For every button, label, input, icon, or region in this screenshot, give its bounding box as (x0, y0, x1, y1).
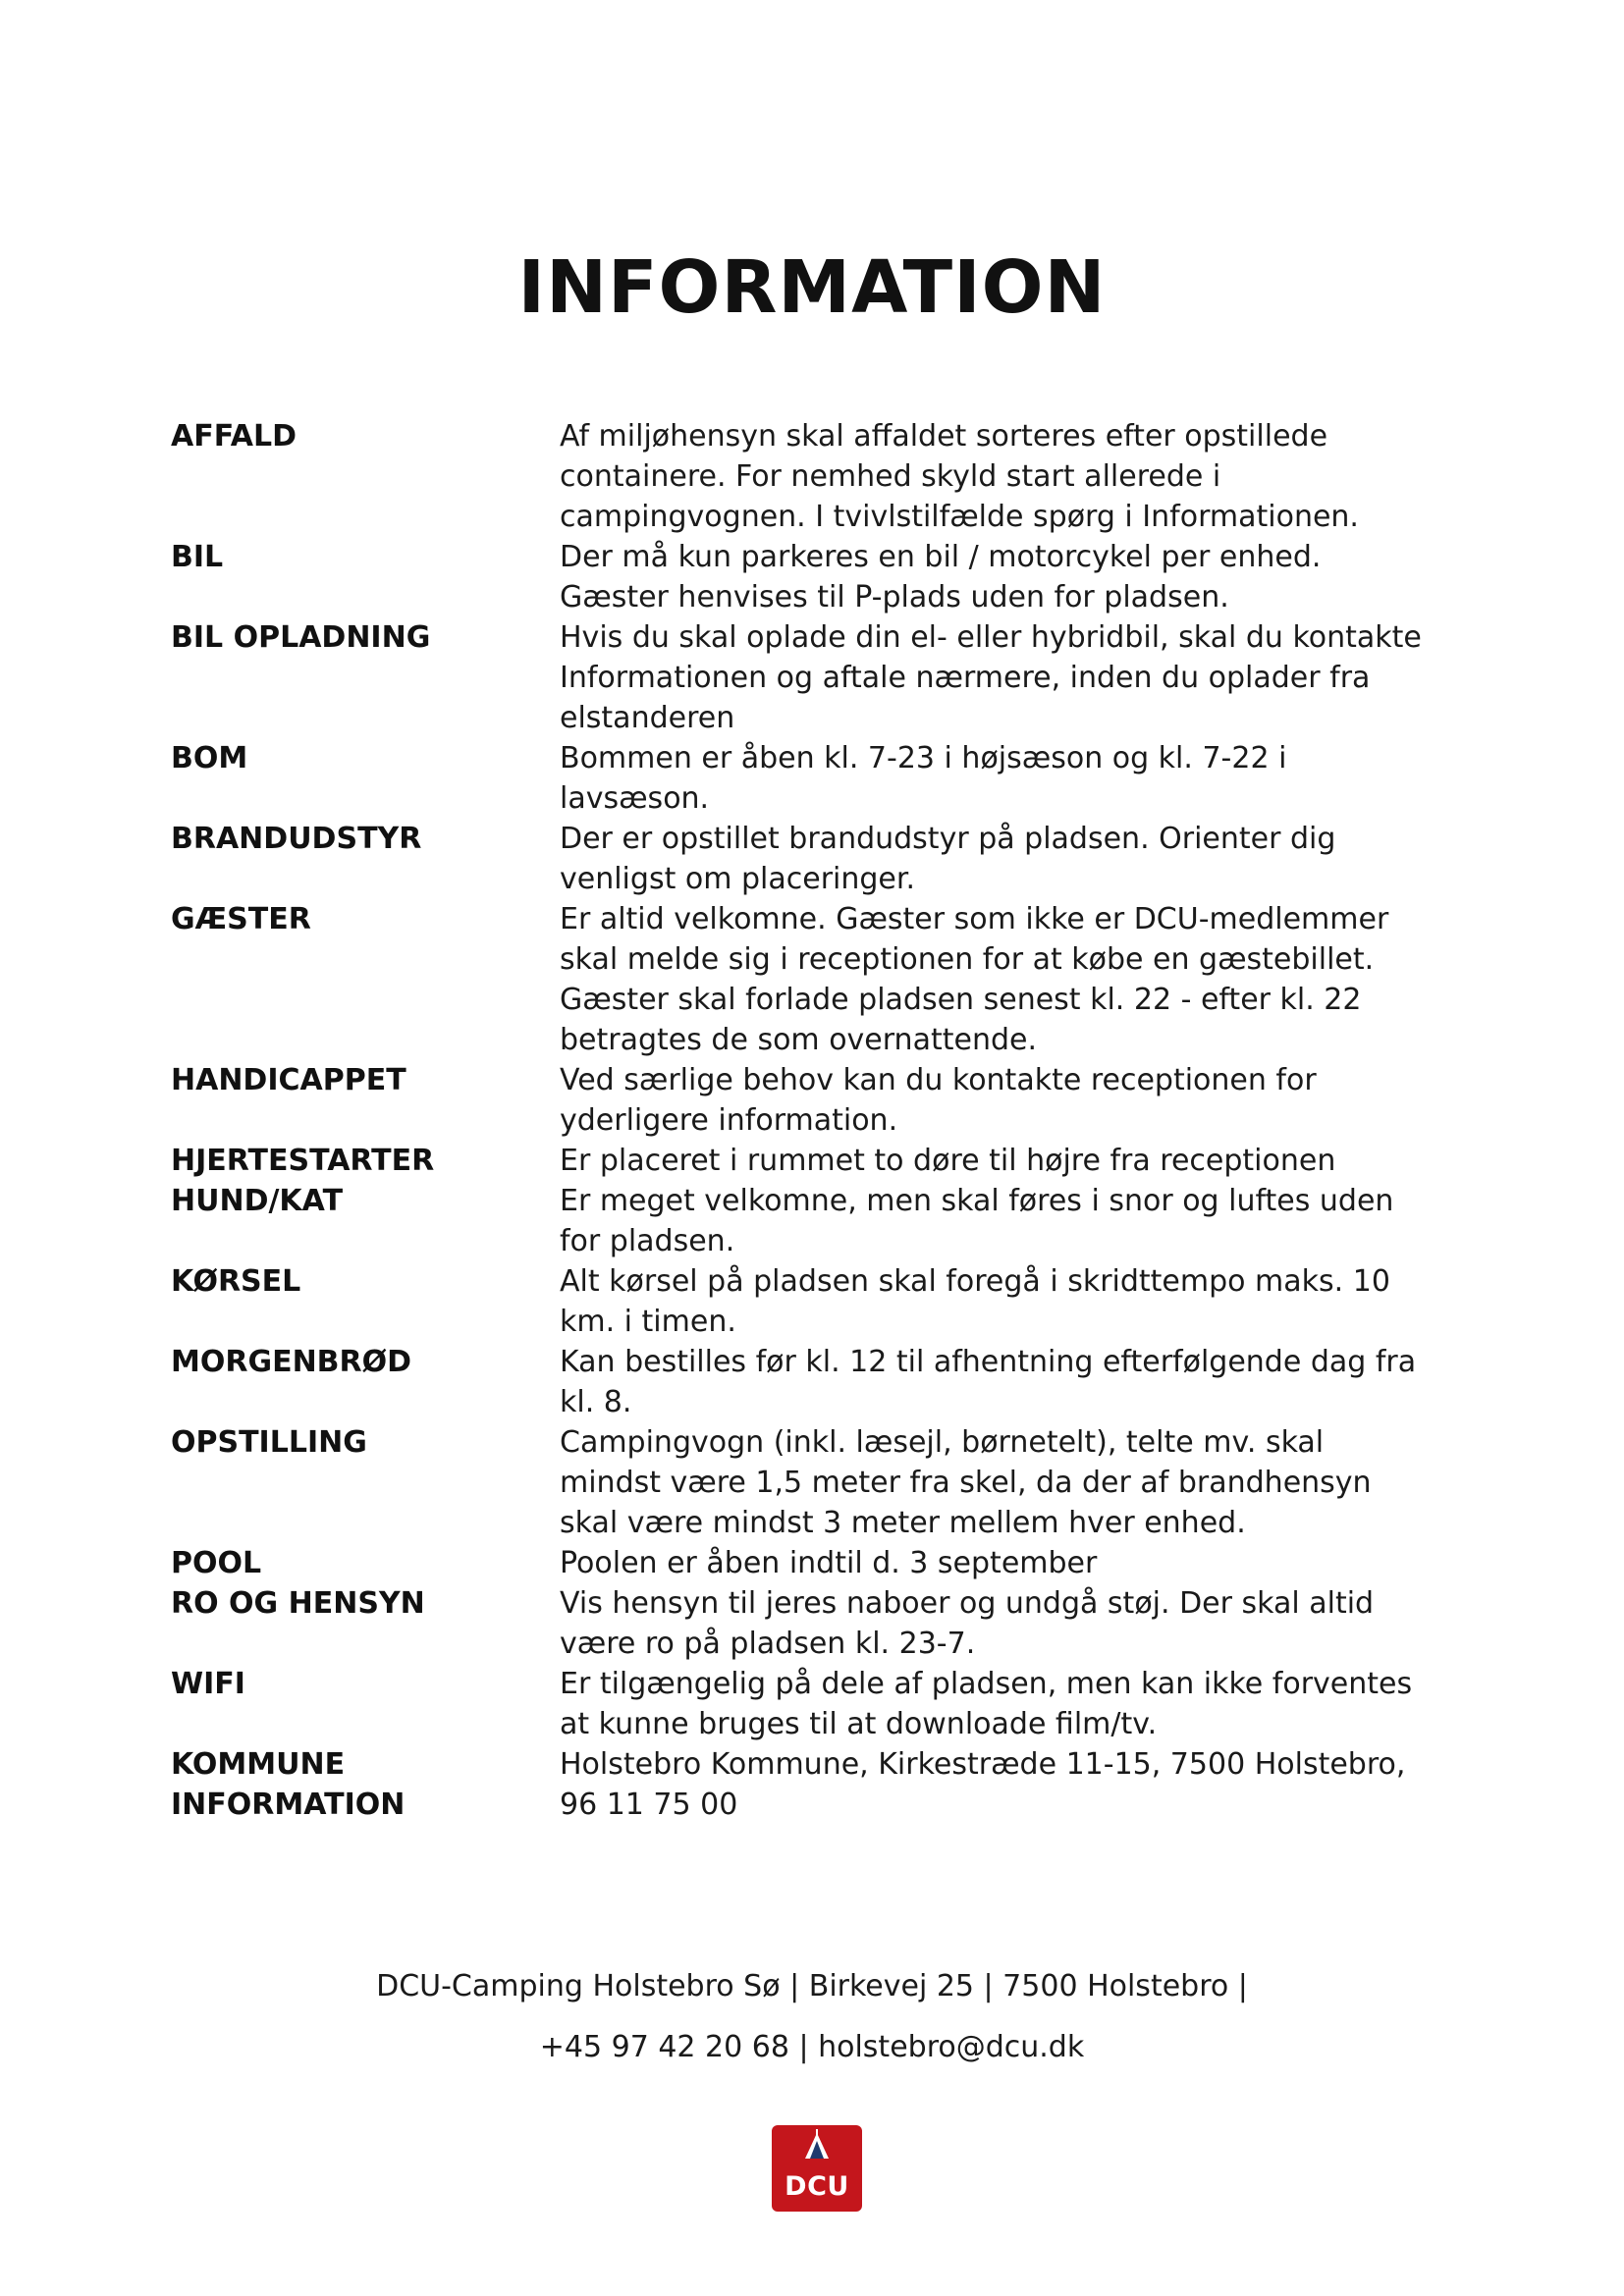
footer-address: DCU-Camping Holstebro Sø | Birkevej 25 | 7500 Holstebro | (376, 1969, 1248, 2003)
info-text: Af miljøhensyn skal affaldet sorteres efter opstillede containere. For nemhed skyld start allerede i campingvognen. I tvivlstilfælde spørg i Informationen. (560, 419, 1359, 534)
info-row-wifi (171, 1664, 1487, 1744)
info-label: BIL (171, 540, 224, 574)
info-text: Hvis du skal oplade din el- eller hybridbil, skal du kontakte Informationen og aftale nærmere, inden du oplader fra elstanderen (560, 620, 1422, 735)
info-text: Er tilgængelig på dele af pladsen, men kan ikke forventes at kunne bruges til at downloade film/tv. (560, 1667, 1413, 1741)
info-label: BIL OPLADNING (171, 620, 431, 655)
info-text: Ved særlige behov kan du kontakte receptionen for yderligere information. (560, 1063, 1317, 1138)
info-row-hund-kat (171, 1181, 1487, 1261)
info-text: Er meget velkomne, men skal føres i snor og luftes uden for pladsen. (560, 1184, 1394, 1258)
info-label: GÆSTER (171, 902, 311, 936)
info-text: Holstebro Kommune, Kirkestræde 11-15, 7500 Holstebro, 96 11 75 00 (560, 1747, 1406, 1822)
info-label: KOMMUNE INFORMATION (171, 1747, 406, 1822)
info-row-affald (171, 416, 1487, 537)
info-text: Bommen er åben kl. 7-23 i højsæson og kl. 7-22 i lavsæson. (560, 741, 1287, 816)
info-row-gaester (171, 899, 1487, 1060)
info-text: Kan bestilles før kl. 12 til afhentning efterfølgende dag fra kl. 8. (560, 1345, 1417, 1419)
info-text: Er placeret i rummet to døre til højre fra receptionen (560, 1144, 1336, 1178)
info-text: Vis hensyn til jeres naboer og undgå støj. Der skal altid være ro på pladsen kl. 23-7. (560, 1586, 1375, 1661)
info-label: KØRSEL (171, 1264, 301, 1299)
info-label: BRANDUDSTYR (171, 822, 422, 856)
info-row-koersel (171, 1261, 1487, 1342)
info-label: WIFI (171, 1667, 245, 1701)
info-row-morgenbroed (171, 1342, 1487, 1422)
info-table (171, 416, 1487, 1825)
info-label: AFFALD (171, 419, 297, 454)
info-text: Er altid velkomne. Gæster som ikke er DCU-medlemmer skal melde sig i receptionen for at købe en gæstebillet. Gæster skal forlade pladsen senest kl. 22 - efter kl. 22 betragtes de som overnattende. (560, 902, 1389, 1057)
info-row-brandudstyr (171, 819, 1487, 899)
info-text: Der må kun parkeres en bil / motorcykel per enhed. Gæster henvises til P-plads uden for pladsen. (560, 540, 1322, 614)
info-label: HUND/KAT (171, 1184, 344, 1218)
info-label: MORGENBRØD (171, 1345, 412, 1379)
info-row-handicappet (171, 1060, 1487, 1141)
logo-text: DCU (785, 2171, 849, 2202)
info-text: Der er opstillet brandudstyr på pladsen. Orienter dig venligst om placeringer. (560, 822, 1336, 896)
info-text: Alt kørsel på pladsen skal foregå i skridttempo maks. 10 km. i timen. (560, 1264, 1390, 1339)
info-label: HANDICAPPET (171, 1063, 406, 1097)
info-row-pool (171, 1543, 1487, 1583)
info-label: RO OG HENSYN (171, 1586, 425, 1621)
info-row-ro-og-hensyn (171, 1583, 1487, 1664)
page-title: INFORMATION (517, 245, 1107, 330)
info-row-opstilling (171, 1422, 1487, 1543)
info-label: HJERTESTARTER (171, 1144, 435, 1178)
info-row-bil-opladning (171, 617, 1487, 738)
info-label: OPSTILLING (171, 1425, 367, 1460)
info-label: POOL (171, 1546, 262, 1580)
tent-icon (772, 2125, 862, 2174)
info-row-bil (171, 537, 1487, 617)
info-label: BOM (171, 741, 248, 775)
info-row-bom (171, 738, 1487, 819)
footer-contact: +45 97 42 20 68 | holstebro@dcu.dk (539, 2030, 1085, 2064)
info-text: Poolen er åben indtil d. 3 september (560, 1546, 1098, 1580)
info-text: Campingvogn (inkl. læsejl, børnetelt), telte mv. skal mindst være 1,5 meter fra skel, da der af brandhensyn skal være mindst 3 meter mellem hver enhed. (560, 1425, 1372, 1540)
info-row-hjertestarter (171, 1141, 1487, 1181)
dcu-logo (772, 2125, 862, 2212)
info-row-kommune-information (171, 1744, 1487, 1825)
